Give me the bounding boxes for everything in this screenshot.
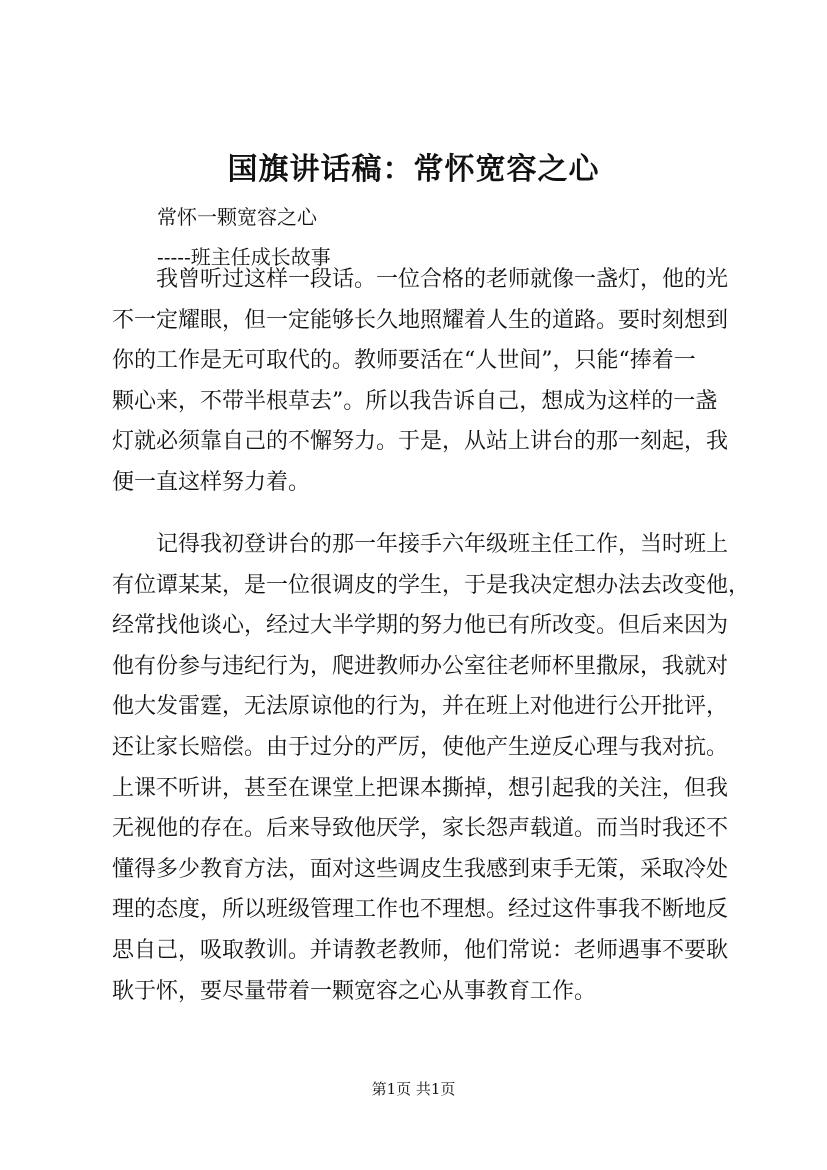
paragraph-line: 耿于怀，要尽量带着一颗宽容之心从事教育工作。 bbox=[112, 978, 597, 1004]
paragraph-1 bbox=[112, 260, 729, 504]
subtitle-line: -----班主任成长故事 bbox=[157, 245, 331, 269]
page-footer: 第1页 共1页 bbox=[371, 1080, 456, 1098]
paragraph-line: 记得我初登讲台的那一年接手六年级班主任工作，当时班上 bbox=[156, 532, 729, 557]
paragraph-line: 颗心来，不带半根草去”。所以我告诉自己，想成为这样的一盏 bbox=[112, 388, 718, 414]
document-title: 国旗讲话稿：常怀宽容之心 bbox=[227, 152, 600, 187]
paragraph-line: 懂得多少教育方法，面对这些调皮生我感到束手无策，采取冷处 bbox=[112, 856, 729, 882]
paragraph-line: 上课不听讲，甚至在课堂上把课本撕掉，想引起我的关注，但我 bbox=[112, 775, 729, 801]
paragraph-line: 不一定耀眼，但一定能够长久地照耀着人生的道路。要时刻想到 bbox=[112, 307, 729, 333]
paragraph-line: 便一直这样努力着。 bbox=[112, 469, 311, 495]
paragraph-line: 无视他的存在。后来导致他厌学，家长怨声载道。而当时我还不 bbox=[112, 816, 729, 842]
paragraph-line: 他有份参与违纪行为，爬进教师办公室往老师杯里撒尿，我就对 bbox=[112, 653, 729, 679]
paragraph-line: 他大发雷霆，无法原谅他的行为，并在班上对他进行公开批评， bbox=[112, 694, 729, 720]
paragraph-line: 理的态度，所以班级管理工作也不理想。经过这件事我不断地反 bbox=[112, 897, 729, 923]
subtitle-line: 常怀一颗宽容之心 bbox=[157, 205, 317, 229]
paragraph-2 bbox=[112, 525, 751, 1012]
paragraph-line: 有位谭某某，是一位很调皮的学生，于是我决定想办法去改变他， bbox=[112, 572, 751, 598]
paragraph-line: 灯就必须靠自己的不懈努力。于是，从站上讲台的那一刻起，我 bbox=[112, 429, 729, 455]
paragraph-line: 思自己，吸取教训。并请教老教师，他们常说：老师遇事不要耿 bbox=[112, 937, 729, 963]
paragraph-line: 经常找他谈心，经过大半学期的努力他已有所改变。但后来因为 bbox=[112, 613, 729, 639]
paragraph-line: 还让家长赔偿。由于过分的严厉，使他产生逆反心理与我对抗。 bbox=[112, 734, 729, 760]
paragraph-line: 你的工作是无可取代的。教师要活在“人世间”，只能“捧着一 bbox=[112, 348, 696, 374]
paragraph-line: 我曾听过这样一段话。一位合格的老师就像一盏灯，他的光 bbox=[156, 267, 729, 292]
